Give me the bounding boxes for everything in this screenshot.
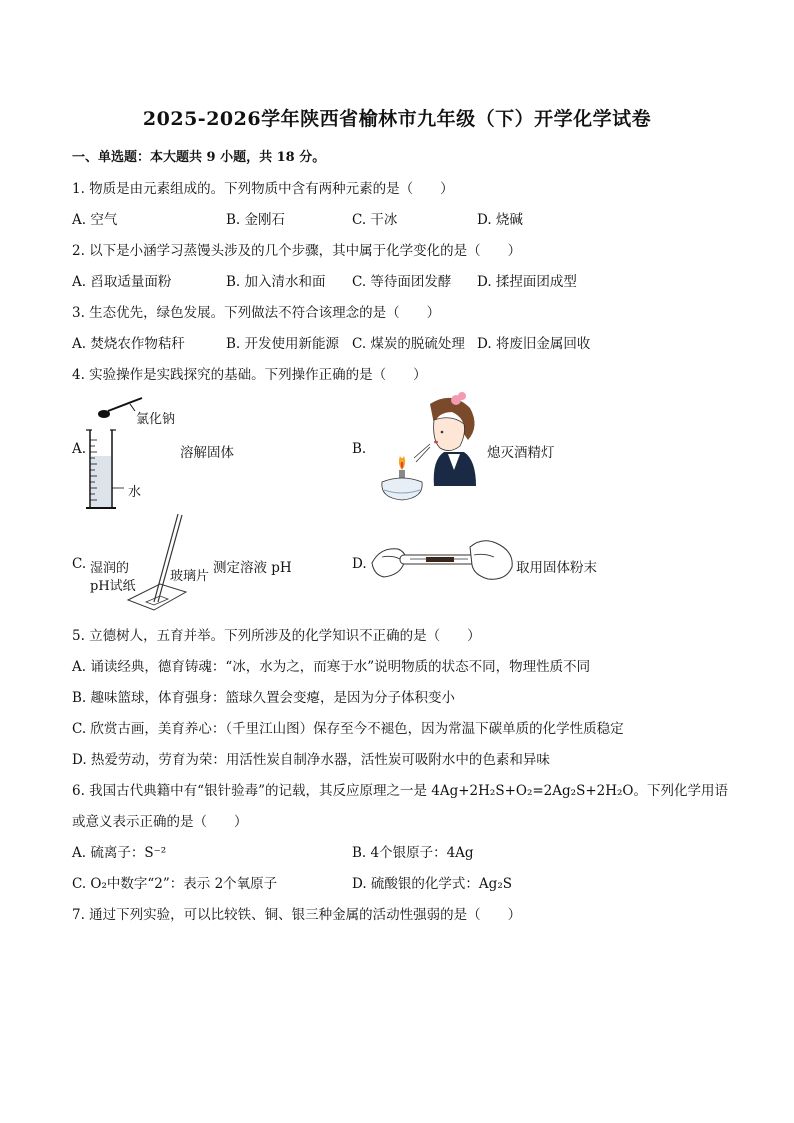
question-2-option-c[interactable]: C. 等待面团发酵 xyxy=(352,274,452,290)
question-6-stem xyxy=(72,779,728,799)
label-glass-plate: 玻璃片 xyxy=(170,569,210,584)
question-6-option-c[interactable]: C. O₂中数字“2”：表示 2个氧原子 xyxy=(72,876,278,892)
question-4-stem: 4. 实验操作是实践探究的基础。下列操作正确的是（ ） xyxy=(72,367,427,383)
question-4-option-b-letter[interactable]: B. xyxy=(352,441,367,457)
question-2-option-b[interactable]: B. 加入清水和面 xyxy=(226,274,326,290)
question-4-option-c-letter[interactable]: C. xyxy=(72,556,87,572)
question-3-option-d[interactable]: D. 将废旧金属回收 xyxy=(477,336,591,352)
question-1-option-d[interactable]: D. 烧碱 xyxy=(477,212,523,228)
reaction-equation: 4Ag+2H₂S+O₂=2Ag₂S+2H₂O xyxy=(431,783,634,799)
question-6-option-d[interactable]: D. 硫酸银的化学式：Ag₂S xyxy=(352,876,512,892)
label-sodium-chloride: 氯化钠 xyxy=(136,412,176,427)
question-3-stem: 3. 生态优先，绿色发展。下列做法不符合该理念的是（ ） xyxy=(72,305,441,321)
exam-title: 2025-2026学年陕西省榆林市九年级（下）开学化学试卷 xyxy=(142,108,652,130)
question-3-option-c[interactable]: C. 煤炭的脱硫处理 xyxy=(352,336,465,352)
question-6-stem-line2: 或意义表示正确的是（ ） xyxy=(72,814,248,830)
question-4-option-b-caption: 熄灭酒精灯 xyxy=(487,445,555,461)
question-6-option-a[interactable]: A. 硫离子：S⁻² xyxy=(72,845,167,861)
question-6-option-b[interactable]: B. 4个银原子：4Ag xyxy=(352,845,474,861)
question-1-option-a[interactable]: A. 空气 xyxy=(72,212,118,228)
question-2-option-d[interactable]: D. 揉捏面团成型 xyxy=(477,274,577,290)
question-5-option-c[interactable]: C. 欣赏古画，美育养心：（千里江山图）保存至今不褪色，因为常温下碳单质的化学性质稳定 xyxy=(72,721,624,737)
question-4-option-a-caption: 溶解固体 xyxy=(180,445,234,461)
question-5-stem: 5. 立德树人，五育并举。下列所涉及的化学知识不正确的是（ ） xyxy=(72,628,481,644)
alcohol-lamp-figure xyxy=(372,390,484,506)
test-tube-hands-figure xyxy=(370,535,516,587)
question-2-option-a[interactable]: A. 舀取适量面粉 xyxy=(72,274,172,290)
question-7-stem: 7. 通过下列实验，可以比较铁、铜、银三种金属的活动性强弱的是（ ） xyxy=(72,907,522,923)
question-6-stem-part1: 6. 我国古代典籍中有“银针验毒”的记载，其反应原理之一是 xyxy=(72,783,432,799)
question-4-option-d-letter[interactable]: D. xyxy=(352,556,367,572)
ph-paper-figure xyxy=(120,512,200,612)
question-6-stem-part2: 。下列化学用语 xyxy=(633,783,728,799)
question-3-option-a[interactable]: A. 焚烧农作物秸秆 xyxy=(72,336,185,352)
question-3-option-b[interactable]: B. 开发使用新能源 xyxy=(226,336,340,352)
question-4-option-a-letter[interactable]: A. xyxy=(72,441,87,457)
question-1-option-c[interactable]: C. 干冰 xyxy=(352,212,398,228)
question-5-option-a[interactable]: A. 诵读经典，德育铸魂：“冰，水为之，而寒于水”说明物质的状态不同，物理性质不同 xyxy=(72,659,591,675)
question-2-stem: 2. 以下是小涵学习蒸馒头涉及的几个步骤，其中属于化学变化的是（ ） xyxy=(72,243,522,259)
label-ph-paper: pH试纸 xyxy=(90,579,136,594)
section-heading: 一、单选题：本大题共 9 小题，共 18 分。 xyxy=(72,150,326,165)
question-5-option-b[interactable]: B. 趣味篮球，体育强身：篮球久置会变瘪，是因为分子体积变小 xyxy=(72,690,456,706)
label-wet-paper: 湿润的 xyxy=(90,561,130,576)
question-4-option-c-caption: 测定溶液 pH xyxy=(213,560,292,576)
question-4-option-d-caption: 取用固体粉末 xyxy=(516,560,597,576)
question-1-option-b[interactable]: B. 金刚石 xyxy=(226,212,286,228)
label-water: 水 xyxy=(128,485,142,500)
question-1-stem: 1. 物质是由元素组成的。下列物质中含有两种元素的是（ ） xyxy=(72,181,454,197)
question-5-option-d[interactable]: D. 热爱劳动，劳育为荣：用活性炭自制净水器，活性炭可吸附水中的色素和异味 xyxy=(72,752,550,768)
